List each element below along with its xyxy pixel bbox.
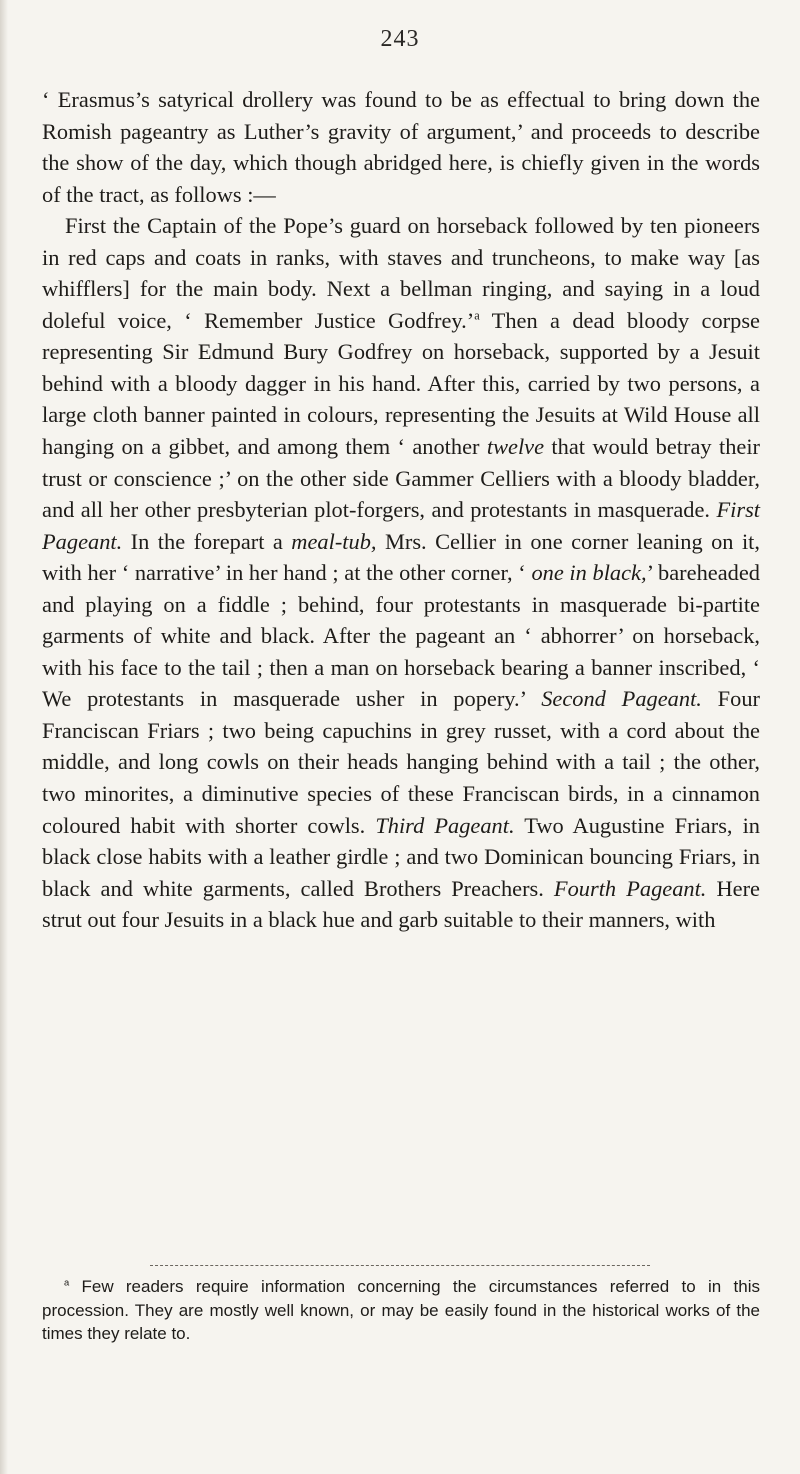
text-run: Then a dead bloody corpse representing Sir Edmund Bury Godfrey on horseback, supported by a Jesuit behind with a bloody dagger in his hand. After this, carried by two persons, a large cloth banner painted in colours, representing the Jesuits at Wild House all hanging on a gibbet, and among them ‘ another	[42, 307, 760, 460]
footnote	[42, 1275, 760, 1346]
footnote-marker: a	[64, 1277, 70, 1288]
italic-text: one in black,	[531, 560, 647, 586]
text-run: Four Franciscan Friars ; two being capuchins in grey russet, with a cord about the middle, and long cowls on their heads hanging behind with a tail ; the other, two minorites, a diminutive species of these Franciscan birds, in a cinnamon coloured habit with shorter cowls.	[42, 686, 760, 838]
footnote-marker: a	[474, 308, 480, 323]
text-run: Here strut out four Jesuits in a black hue and garb suitable to their manners, with	[42, 875, 760, 933]
paragraph-2	[42, 210, 760, 936]
text-run: that would betray their trust or conscience ;’ on the other side Gammer Celliers with a bloody bladder, and all her other presbyterian plot-forgers, and protestants in masquerade.	[42, 434, 761, 523]
text-run: ‘ Erasmus’s satyrical drollery was found to be as effectual to bring down the Romish pageantry as Luther’s gravity of argument,’ and proceeds to describe the show of the day, which though abridged here, is chiefly given in the words of the tract, as follows :—	[42, 87, 760, 207]
footnote-text	[42, 1275, 760, 1346]
page-number: 243	[380, 26, 420, 52]
page-edge-shadow	[0, 0, 8, 1474]
pageant-heading: Third Pageant.	[375, 812, 515, 838]
italic-text: meal-tub,	[291, 528, 377, 554]
text-run: Two Augustine Friars, in black close habits with a leather girdle ; and two Dominican bouncing Friars, in black and white garments, called Brothers Preachers.	[42, 812, 760, 901]
footnote-divider	[150, 1265, 650, 1266]
footnote-body: Few readers require information concerning the circumstances referred to in this procession. They are mostly well known, or may be easily found in the historical works of the times they relate to.	[42, 1277, 760, 1343]
text-run: ’ bareheaded and playing on a fiddle ; behind, four protestants in masquerade bi-partite garments of white and black. After the pageant an ‘ abhorrer’ on horseback, with his face to the tail ; then a man on horseback bearing a banner inscribed, ‘ We protestants in masquerade usher in popery.’	[42, 560, 760, 712]
pageant-heading: Second Pageant.	[541, 686, 702, 712]
pageant-heading: Fourth Pageant.	[553, 875, 707, 901]
paragraph-1	[42, 84, 760, 210]
italic-text: twelve	[486, 434, 545, 460]
text-run: Mrs. Cellier in one corner leaning on it, with her ‘ narrative’ in her hand ; at the other corner, ‘	[42, 528, 760, 586]
text-run: First the Captain of the Pope’s guard on horseback followed by ten pioneers in red caps and coats in ranks, with staves and truncheons, to make way [as whifflers] for the main body. Next a bellman ringing, and saying in a loud doleful voice, ‘ Remember Justice Godfrey.’	[42, 213, 760, 333]
main-text	[42, 84, 760, 936]
pageant-heading: First Pageant.	[42, 497, 760, 554]
text-run: In the forepart a	[122, 528, 292, 554]
